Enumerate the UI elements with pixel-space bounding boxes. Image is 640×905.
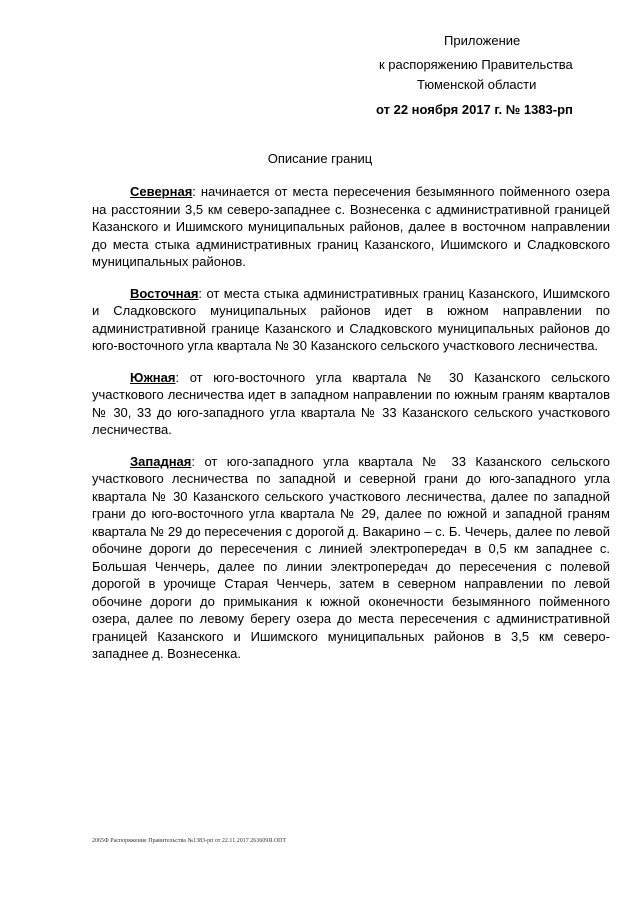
header-region-label: Тюменской области — [417, 77, 537, 92]
header-appendix-label: Приложение — [444, 33, 521, 48]
section-north — [92, 183, 610, 271]
section-heading: Восточная — [130, 285, 199, 301]
section-west — [92, 453, 610, 663]
header-order-label: к распоряжению Правительства — [379, 57, 573, 72]
section-heading: Южная — [130, 369, 176, 385]
section-south — [92, 369, 610, 439]
section-text: : начинается от места пересечения безымянного пойменного озера на расстоянии 3,5 км северо-западнее с. Вознесенка с административной границей Казанского и Ишимского муниципальных районов, далее в восточном направлении до места стыка административных границ Казанского, Ишимского и Сладковского муниципальных районов. — [92, 184, 610, 269]
section-text: : от юго-западного угла квартала № 33 Казанского сельского участкового лесничества по западной и северной грани до юго-западного угла квартала № 30 Казанского сельского участкового лесничества, далее по западной грани до юго-восточного угла квартала № 29, далее по южной и западной граням квартала № 29 до пересечения с дорогой д. Вакарино – с. Б. Чечерь, далее по левой обочине дороги до пересечения с линией электропередач в 0,5 км западнее с. Большая Ченчерь, далее по линии электропередач до пересечения с полевой дорогой в урочище Старая Ченчерь, затем в северном направлении по левой обочине дороги до примыкания к южной оконечности безымянного пойменного озера, далее по левому берегу озера до места пересечения с административной границей Казанского и Ишимского муниципальных районов в 3,5 км северо-западнее д. Вознесенка. — [92, 453, 610, 661]
header-date-number: от 22 ноября 2017 г. № 1383-рп — [376, 102, 573, 117]
section-text: : от юго-восточного угла квартала № 30 Казанского сельского участкового лесничества идет в западном направлении по южным граням кварталов № 30, 33 до юго-западного угла квартала № 33 Казанского сельского участкового лесничества. — [92, 369, 610, 437]
section-text: : от места стыка административных границ Казанского, Ишимского и Сладковского муниципальных районов идет в южном направлении по административной границе Казанского и Сладковского муниципальных районов до юго-восточного угла квартала № 30 Казанского сельского участкового лесничества. — [92, 285, 610, 353]
document-footer: 2065Ф Распоряжение Правительства №1383-рп от 22.11.2017 263609Я.ODT — [92, 838, 287, 844]
section-heading: Западная — [130, 453, 192, 469]
document-body — [92, 183, 610, 677]
document-title: Описание границ — [267, 151, 373, 166]
section-heading: Северная — [130, 184, 193, 199]
section-east — [92, 285, 610, 355]
